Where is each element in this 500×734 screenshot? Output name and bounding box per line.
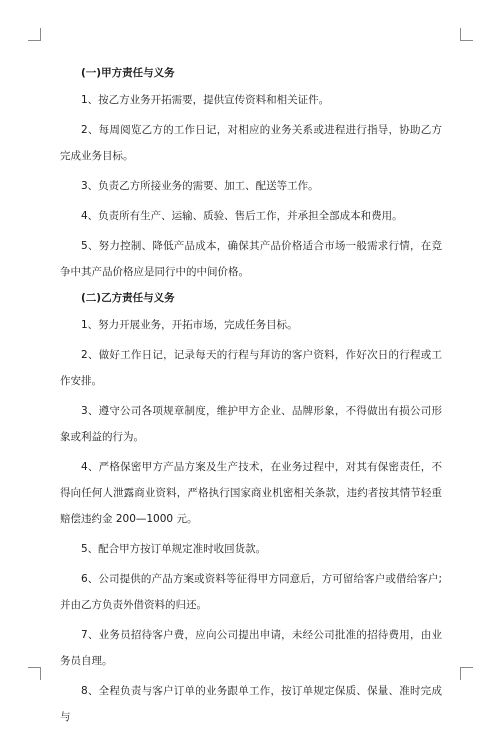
crop-mark-bottom-left bbox=[28, 667, 41, 680]
party-b-clause-8: 8、全程负责与客户订单的业务跟单工作，按订单规定保质、保量、准时完成与 bbox=[60, 685, 442, 723]
party-a-clause-3: 3、负责乙方所接业务的需要、加工、配送等工作。 bbox=[81, 180, 319, 192]
section-heading-party-b: (二)乙方责任与义务 bbox=[81, 292, 175, 304]
party-b-clause-1: 1、努力开展业务，开拓市场，完成任务目标。 bbox=[81, 319, 298, 331]
section-heading-party-a: (一)甲方责任与义务 bbox=[81, 67, 175, 79]
party-a-clause-5: 5、努力控制、降低产品成本，确保其产品价格适合市场一般需求行情，在竞争中其产品价格应是同行中的中间价格。 bbox=[60, 240, 442, 278]
party-a-clause-4: 4、负责所有生产、运输、质验、售后工作，并承担全部成本和费用。 bbox=[81, 210, 403, 222]
party-b-clause-2: 2、做好工作日记，记录每天的行程与拜访的客户资料，作好次日的行程或工作安排。 bbox=[60, 349, 442, 387]
document-body bbox=[60, 64, 442, 734]
party-b-clause-4: 4、严格保密甲方产品方案及生产技术，在业务过程中，对其有保密责任，不得向任何人泄露商业资料，严格执行国家商业机密相关条款，违约者按其情节轻重赔偿违约金 200—1000 元。 bbox=[60, 461, 442, 525]
party-b-clause-3: 3、遵守公司各项规章制度，维护甲方企业、品牌形象，不得做出有损公司形象或利益的行为。 bbox=[60, 405, 442, 443]
crop-mark-bottom-right bbox=[460, 667, 473, 680]
party-b-clause-6: 6、公司提供的产品方案或资料等征得甲方同意后，方可留给客户或借给客户;并由乙方负责外借资料的归还。 bbox=[60, 573, 442, 611]
party-a-clause-1: 1、按乙方业务开拓需要，提供宣传资料和相关证件。 bbox=[81, 94, 330, 106]
crop-mark-top-right bbox=[460, 28, 473, 41]
crop-mark-top-left bbox=[28, 28, 41, 41]
party-b-clause-7: 7、业务员招待客户费，应向公司提出申请，未经公司批准的招待费用，由业务员自理。 bbox=[60, 629, 442, 667]
party-b-clause-5: 5、配合甲方按订单规定准时收回货款。 bbox=[81, 543, 267, 555]
party-a-clause-2: 2、每周阅览乙方的工作日记，对相应的业务关系或进程进行指导，协助乙方完成业务目标。 bbox=[60, 124, 442, 162]
